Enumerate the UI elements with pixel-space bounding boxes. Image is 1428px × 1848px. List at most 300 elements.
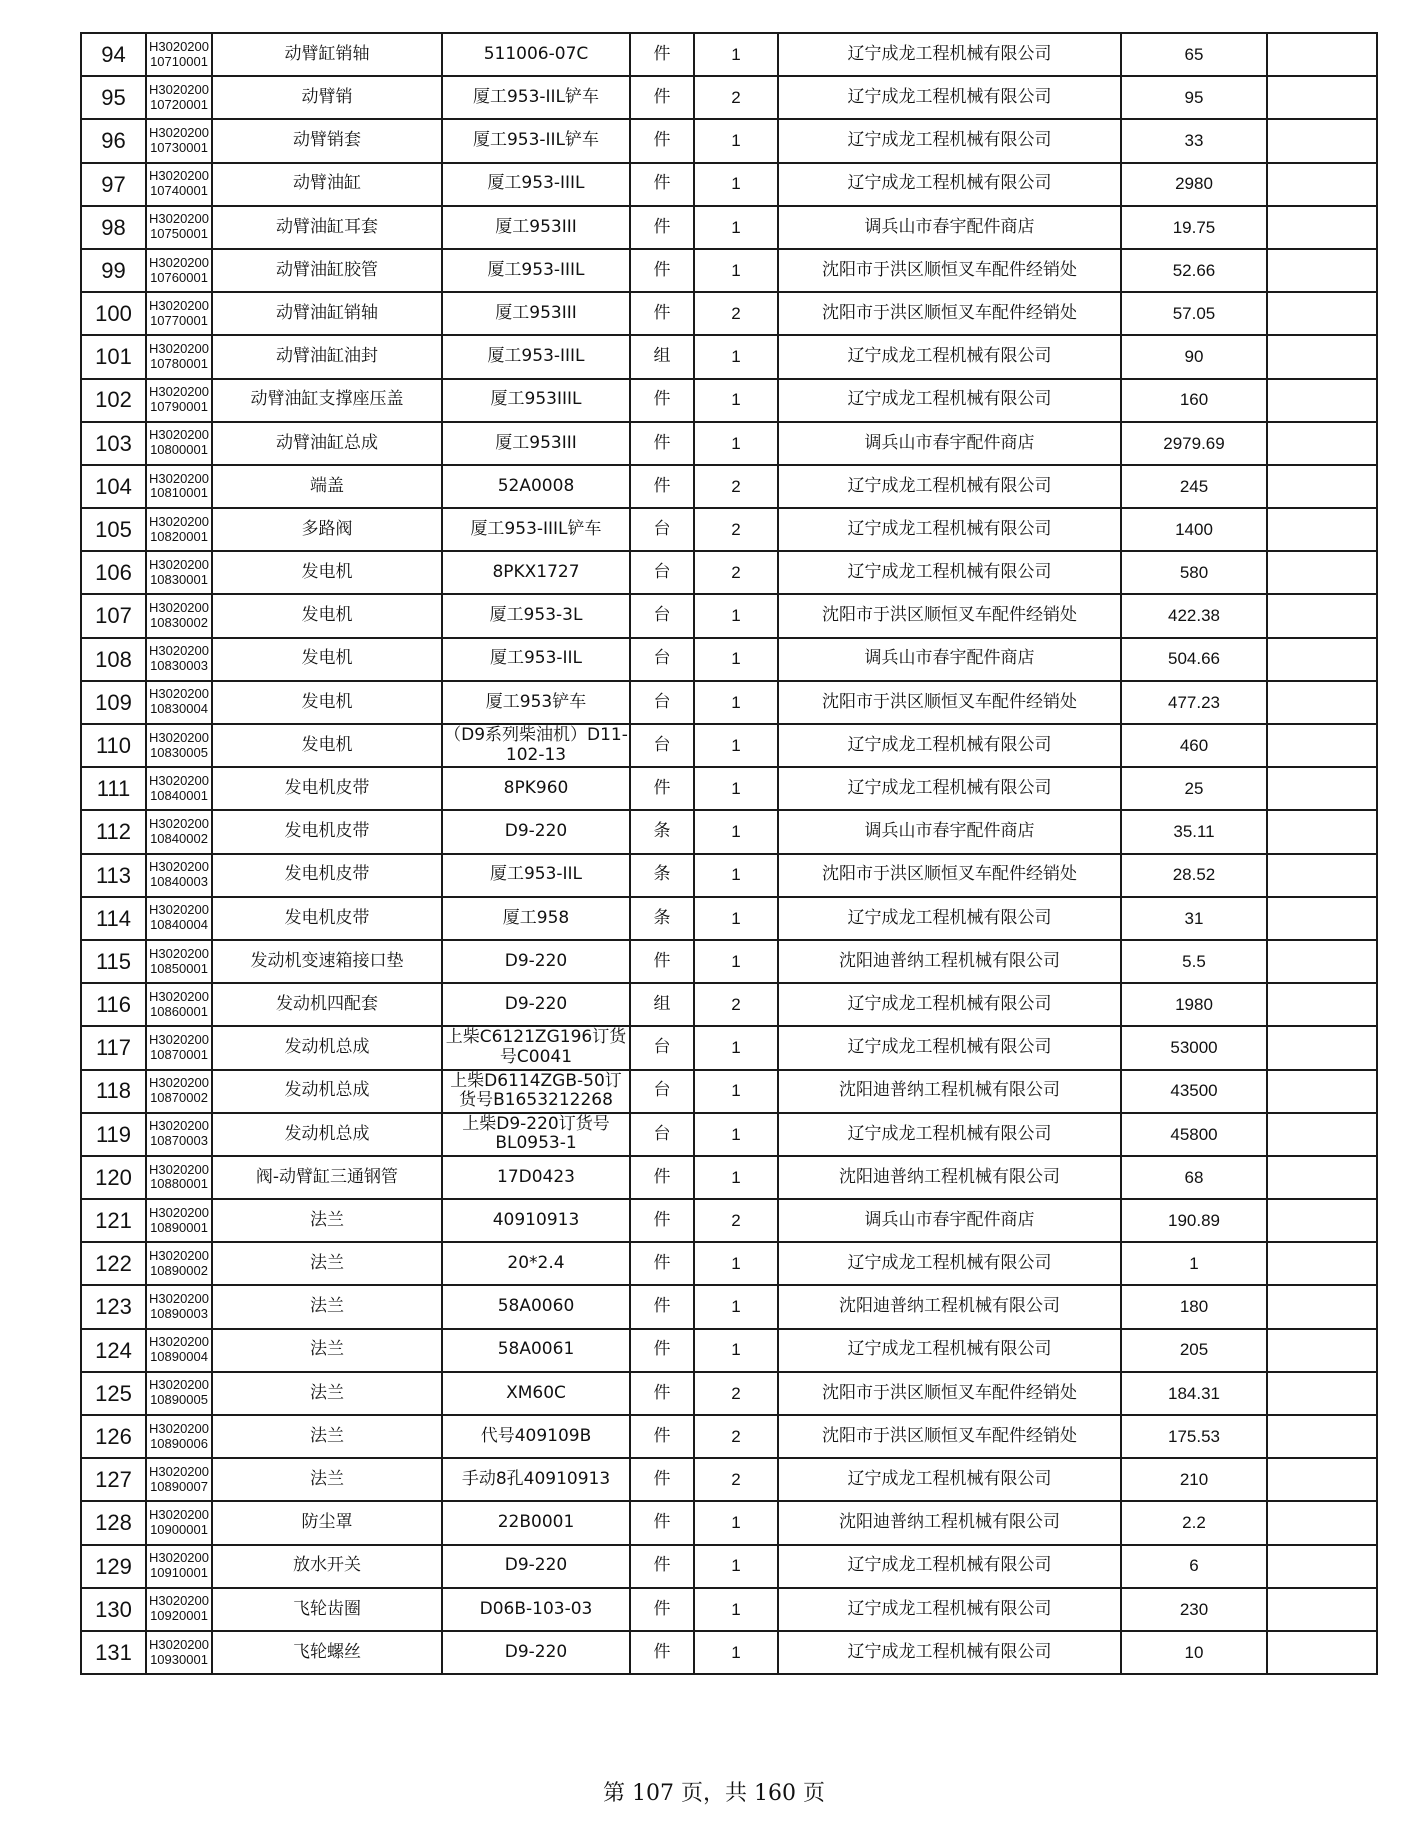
- item-name: 法兰: [212, 1242, 442, 1285]
- supplier-name: 沈阳市于洪区顺恒叉车配件经销处: [778, 854, 1121, 897]
- item-quantity: 1: [694, 1113, 778, 1156]
- remark: [1267, 33, 1377, 76]
- parts-table: [80, 32, 1378, 1675]
- unit-price: 1980: [1121, 983, 1267, 1026]
- table-row: [81, 1113, 1377, 1156]
- item-quantity: 2: [694, 983, 778, 1026]
- unit-price: 45800: [1121, 1113, 1267, 1156]
- item-unit: 条: [630, 810, 694, 853]
- unit-price: 245: [1121, 465, 1267, 508]
- unit-price: 175.53: [1121, 1415, 1267, 1458]
- supplier-name: 沈阳迪普纳工程机械有限公司: [778, 1501, 1121, 1544]
- remark: [1267, 767, 1377, 810]
- supplier-name: 沈阳迪普纳工程机械有限公司: [778, 1285, 1121, 1328]
- item-unit: 台: [630, 681, 694, 724]
- supplier-name: 沈阳迪普纳工程机械有限公司: [778, 1156, 1121, 1199]
- item-unit: 件: [630, 33, 694, 76]
- material-code: H3020200 10830001: [146, 551, 212, 594]
- unit-price: 2980: [1121, 163, 1267, 206]
- supplier-name: 沈阳市于洪区顺恒叉车配件经销处: [778, 681, 1121, 724]
- item-quantity: 1: [694, 940, 778, 983]
- unit-price: 460: [1121, 724, 1267, 767]
- item-spec: 厦工953铲车: [442, 681, 630, 724]
- supplier-name: 调兵山市春宇配件商店: [778, 638, 1121, 681]
- item-unit: 件: [630, 206, 694, 249]
- item-name: 发电机: [212, 681, 442, 724]
- row-number: 107: [81, 594, 146, 637]
- item-unit: 件: [630, 767, 694, 810]
- item-name: 阀-动臂缸三通钢管: [212, 1156, 442, 1199]
- row-number: 112: [81, 810, 146, 853]
- row-number: 123: [81, 1285, 146, 1328]
- item-quantity: 1: [694, 249, 778, 292]
- unit-price: 33: [1121, 119, 1267, 162]
- unit-price: 95: [1121, 76, 1267, 119]
- table-row: [81, 638, 1377, 681]
- unit-price: 10: [1121, 1631, 1267, 1674]
- item-spec: 20*2.4: [442, 1242, 630, 1285]
- item-name: 发电机皮带: [212, 854, 442, 897]
- supplier-name: 辽宁成龙工程机械有限公司: [778, 1329, 1121, 1372]
- item-name: 发动机四配套: [212, 983, 442, 1026]
- item-name: 飞轮齿圈: [212, 1588, 442, 1631]
- remark: [1267, 897, 1377, 940]
- row-number: 127: [81, 1458, 146, 1501]
- table-row: [81, 422, 1377, 465]
- row-number: 113: [81, 854, 146, 897]
- supplier-name: 沈阳市于洪区顺恒叉车配件经销处: [778, 1415, 1121, 1458]
- supplier-name: 辽宁成龙工程机械有限公司: [778, 897, 1121, 940]
- unit-price: 19.75: [1121, 206, 1267, 249]
- material-code: H3020200 10890003: [146, 1285, 212, 1328]
- material-code: H3020200 10840002: [146, 810, 212, 853]
- item-unit: 件: [630, 1156, 694, 1199]
- supplier-name: 辽宁成龙工程机械有限公司: [778, 379, 1121, 422]
- item-name: 发电机皮带: [212, 767, 442, 810]
- remark: [1267, 335, 1377, 378]
- item-spec: D9-220: [442, 940, 630, 983]
- row-number: 114: [81, 897, 146, 940]
- unit-price: 160: [1121, 379, 1267, 422]
- row-number: 124: [81, 1329, 146, 1372]
- item-unit: 件: [630, 1329, 694, 1372]
- item-spec: 上柴D6114ZGB-50订货号B1653212268: [442, 1070, 630, 1113]
- table-row: [81, 1501, 1377, 1544]
- unit-price: 68: [1121, 1156, 1267, 1199]
- remark: [1267, 1415, 1377, 1458]
- row-number: 98: [81, 206, 146, 249]
- table-row: [81, 379, 1377, 422]
- table-row: [81, 465, 1377, 508]
- unit-price: 230: [1121, 1588, 1267, 1631]
- item-spec: 厦工953-3L: [442, 594, 630, 637]
- remark: [1267, 724, 1377, 767]
- material-code: H3020200 10870001: [146, 1026, 212, 1069]
- row-number: 119: [81, 1113, 146, 1156]
- item-unit: 台: [630, 724, 694, 767]
- supplier-name: 辽宁成龙工程机械有限公司: [778, 33, 1121, 76]
- remark: [1267, 594, 1377, 637]
- table-body: [81, 33, 1377, 1674]
- unit-price: 57.05: [1121, 292, 1267, 335]
- item-unit: 件: [630, 940, 694, 983]
- remark: [1267, 1113, 1377, 1156]
- unit-price: 190.89: [1121, 1199, 1267, 1242]
- supplier-name: 辽宁成龙工程机械有限公司: [778, 724, 1121, 767]
- material-code: H3020200 10840003: [146, 854, 212, 897]
- item-quantity: 1: [694, 1329, 778, 1372]
- material-code: H3020200 10850001: [146, 940, 212, 983]
- material-code: H3020200 10720001: [146, 76, 212, 119]
- remark: [1267, 1329, 1377, 1372]
- material-code: H3020200 10920001: [146, 1588, 212, 1631]
- table-row: [81, 119, 1377, 162]
- item-quantity: 1: [694, 854, 778, 897]
- item-unit: 件: [630, 1372, 694, 1415]
- item-spec: 代号409109B: [442, 1415, 630, 1458]
- material-code: H3020200 10890004: [146, 1329, 212, 1372]
- table-row: [81, 1070, 1377, 1113]
- item-spec: 厦工953III: [442, 292, 630, 335]
- page-footer: 第 107 页，共 160 页: [603, 1781, 825, 1806]
- item-spec: 22B0001: [442, 1501, 630, 1544]
- material-code: H3020200 10870003: [146, 1113, 212, 1156]
- unit-price: 580: [1121, 551, 1267, 594]
- item-name: 发电机皮带: [212, 897, 442, 940]
- row-number: 108: [81, 638, 146, 681]
- table-row: [81, 76, 1377, 119]
- row-number: 115: [81, 940, 146, 983]
- supplier-name: 调兵山市春宇配件商店: [778, 422, 1121, 465]
- unit-price: 25: [1121, 767, 1267, 810]
- item-unit: 台: [630, 1113, 694, 1156]
- table-row: [81, 1285, 1377, 1328]
- remark: [1267, 1545, 1377, 1588]
- item-quantity: 1: [694, 897, 778, 940]
- row-number: 130: [81, 1588, 146, 1631]
- table-row: [81, 897, 1377, 940]
- remark: [1267, 1372, 1377, 1415]
- item-unit: 台: [630, 638, 694, 681]
- row-number: 104: [81, 465, 146, 508]
- item-quantity: 2: [694, 292, 778, 335]
- item-name: 法兰: [212, 1372, 442, 1415]
- item-spec: 厦工953-IIIL: [442, 249, 630, 292]
- material-code: H3020200 10900001: [146, 1501, 212, 1544]
- material-code: H3020200 10890006: [146, 1415, 212, 1458]
- item-spec: 厦工953-IIL: [442, 638, 630, 681]
- item-spec: D9-220: [442, 983, 630, 1026]
- material-code: H3020200 10790001: [146, 379, 212, 422]
- item-unit: 台: [630, 508, 694, 551]
- table-row: [81, 551, 1377, 594]
- remark: [1267, 1156, 1377, 1199]
- table-row: [81, 508, 1377, 551]
- item-quantity: 1: [694, 638, 778, 681]
- unit-price: 43500: [1121, 1070, 1267, 1113]
- item-name: 动臂销套: [212, 119, 442, 162]
- item-quantity: 1: [694, 1156, 778, 1199]
- unit-price: 53000: [1121, 1026, 1267, 1069]
- row-number: 118: [81, 1070, 146, 1113]
- material-code: H3020200 10830002: [146, 594, 212, 637]
- unit-price: 504.66: [1121, 638, 1267, 681]
- remark: [1267, 508, 1377, 551]
- supplier-name: 调兵山市春宇配件商店: [778, 206, 1121, 249]
- table-row: [81, 810, 1377, 853]
- supplier-name: 辽宁成龙工程机械有限公司: [778, 76, 1121, 119]
- item-spec: 厦工953-IIIL: [442, 163, 630, 206]
- item-spec: 厦工953III: [442, 422, 630, 465]
- table-row: [81, 1372, 1377, 1415]
- unit-price: 210: [1121, 1458, 1267, 1501]
- material-code: H3020200 10890005: [146, 1372, 212, 1415]
- item-name: 发电机: [212, 724, 442, 767]
- row-number: 100: [81, 292, 146, 335]
- item-spec: 手动8孔40910913: [442, 1458, 630, 1501]
- row-number: 120: [81, 1156, 146, 1199]
- unit-price: 2.2: [1121, 1501, 1267, 1544]
- item-spec: D9-220: [442, 1545, 630, 1588]
- item-quantity: 1: [694, 33, 778, 76]
- item-name: 动臂油缸油封: [212, 335, 442, 378]
- item-spec: 厦工953III: [442, 206, 630, 249]
- material-code: H3020200 10840004: [146, 897, 212, 940]
- supplier-name: 辽宁成龙工程机械有限公司: [778, 983, 1121, 1026]
- row-number: 126: [81, 1415, 146, 1458]
- table-row: [81, 1242, 1377, 1285]
- row-number: 131: [81, 1631, 146, 1674]
- unit-price: 6: [1121, 1545, 1267, 1588]
- row-number: 103: [81, 422, 146, 465]
- item-unit: 件: [630, 1242, 694, 1285]
- item-quantity: 1: [694, 1026, 778, 1069]
- supplier-name: 沈阳迪普纳工程机械有限公司: [778, 1070, 1121, 1113]
- table-row: [81, 292, 1377, 335]
- item-spec: D9-220: [442, 810, 630, 853]
- item-name: 放水开关: [212, 1545, 442, 1588]
- table-row: [81, 1588, 1377, 1631]
- remark: [1267, 551, 1377, 594]
- material-code: H3020200 10770001: [146, 292, 212, 335]
- item-unit: 台: [630, 1026, 694, 1069]
- item-name: 动臂缸销轴: [212, 33, 442, 76]
- item-name: 法兰: [212, 1458, 442, 1501]
- item-name: 发电机: [212, 551, 442, 594]
- remark: [1267, 1070, 1377, 1113]
- unit-price: 1400: [1121, 508, 1267, 551]
- row-number: 94: [81, 33, 146, 76]
- supplier-name: 辽宁成龙工程机械有限公司: [778, 1631, 1121, 1674]
- item-spec: 17D0423: [442, 1156, 630, 1199]
- item-quantity: 1: [694, 1070, 778, 1113]
- supplier-name: 调兵山市春宇配件商店: [778, 810, 1121, 853]
- item-spec: 58A0060: [442, 1285, 630, 1328]
- item-quantity: 1: [694, 1242, 778, 1285]
- item-quantity: 1: [694, 422, 778, 465]
- item-unit: 件: [630, 249, 694, 292]
- item-unit: 台: [630, 1070, 694, 1113]
- row-number: 105: [81, 508, 146, 551]
- item-quantity: 1: [694, 594, 778, 637]
- material-code: H3020200 10830005: [146, 724, 212, 767]
- item-unit: 件: [630, 292, 694, 335]
- supplier-name: 沈阳迪普纳工程机械有限公司: [778, 940, 1121, 983]
- item-spec: 厦工953-IIIL: [442, 335, 630, 378]
- item-name: 发动机变速箱接口垫: [212, 940, 442, 983]
- item-name: 动臂油缸: [212, 163, 442, 206]
- item-quantity: 1: [694, 335, 778, 378]
- material-code: H3020200 10870002: [146, 1070, 212, 1113]
- unit-price: 205: [1121, 1329, 1267, 1372]
- material-code: H3020200 10930001: [146, 1631, 212, 1674]
- remark: [1267, 940, 1377, 983]
- remark: [1267, 119, 1377, 162]
- supplier-name: 辽宁成龙工程机械有限公司: [778, 1588, 1121, 1631]
- item-unit: 件: [630, 119, 694, 162]
- supplier-name: 辽宁成龙工程机械有限公司: [778, 1242, 1121, 1285]
- row-number: 97: [81, 163, 146, 206]
- supplier-name: 辽宁成龙工程机械有限公司: [778, 1113, 1121, 1156]
- item-spec: （D9系列柴油机）D11-102-13: [442, 724, 630, 767]
- material-code: H3020200 10890002: [146, 1242, 212, 1285]
- remark: [1267, 810, 1377, 853]
- item-unit: 件: [630, 465, 694, 508]
- row-number: 116: [81, 983, 146, 1026]
- row-number: 96: [81, 119, 146, 162]
- item-unit: 件: [630, 1285, 694, 1328]
- unit-price: 65: [1121, 33, 1267, 76]
- row-number: 117: [81, 1026, 146, 1069]
- material-code: H3020200 10860001: [146, 983, 212, 1026]
- remark: [1267, 638, 1377, 681]
- item-quantity: 1: [694, 206, 778, 249]
- table-row: [81, 1156, 1377, 1199]
- material-code: H3020200 10740001: [146, 163, 212, 206]
- item-quantity: 1: [694, 1631, 778, 1674]
- item-spec: XM60C: [442, 1372, 630, 1415]
- item-spec: 58A0061: [442, 1329, 630, 1372]
- remark: [1267, 681, 1377, 724]
- material-code: H3020200 10880001: [146, 1156, 212, 1199]
- item-quantity: 1: [694, 1285, 778, 1328]
- item-quantity: 2: [694, 551, 778, 594]
- item-unit: 条: [630, 897, 694, 940]
- row-number: 109: [81, 681, 146, 724]
- remark: [1267, 1285, 1377, 1328]
- unit-price: 28.52: [1121, 854, 1267, 897]
- remark: [1267, 249, 1377, 292]
- unit-price: 180: [1121, 1285, 1267, 1328]
- item-unit: 条: [630, 854, 694, 897]
- remark: [1267, 854, 1377, 897]
- material-code: H3020200 10760001: [146, 249, 212, 292]
- row-number: 110: [81, 724, 146, 767]
- unit-price: 184.31: [1121, 1372, 1267, 1415]
- row-number: 128: [81, 1501, 146, 1544]
- item-unit: 件: [630, 163, 694, 206]
- item-quantity: 2: [694, 76, 778, 119]
- row-number: 102: [81, 379, 146, 422]
- item-name: 法兰: [212, 1285, 442, 1328]
- material-code: H3020200 10820001: [146, 508, 212, 551]
- supplier-name: 辽宁成龙工程机械有限公司: [778, 1026, 1121, 1069]
- item-name: 动臂油缸支撑座压盖: [212, 379, 442, 422]
- supplier-name: 辽宁成龙工程机械有限公司: [778, 551, 1121, 594]
- item-unit: 件: [630, 1631, 694, 1674]
- unit-price: 422.38: [1121, 594, 1267, 637]
- table-row: [81, 33, 1377, 76]
- item-quantity: 1: [694, 1545, 778, 1588]
- row-number: 106: [81, 551, 146, 594]
- unit-price: 1: [1121, 1242, 1267, 1285]
- remark: [1267, 1199, 1377, 1242]
- item-spec: 厦工953-IIL铲车: [442, 76, 630, 119]
- table-row: [81, 681, 1377, 724]
- item-quantity: 2: [694, 1415, 778, 1458]
- item-spec: 厦工953-IIIL铲车: [442, 508, 630, 551]
- supplier-name: 辽宁成龙工程机械有限公司: [778, 465, 1121, 508]
- remark: [1267, 422, 1377, 465]
- item-spec: 上柴C6121ZG196订货号C0041: [442, 1026, 630, 1069]
- remark: [1267, 379, 1377, 422]
- item-quantity: 1: [694, 163, 778, 206]
- remark: [1267, 76, 1377, 119]
- item-spec: D06B-103-03: [442, 1588, 630, 1631]
- supplier-name: 调兵山市春宇配件商店: [778, 1199, 1121, 1242]
- item-quantity: 1: [694, 724, 778, 767]
- unit-price: 90: [1121, 335, 1267, 378]
- supplier-name: 辽宁成龙工程机械有限公司: [778, 508, 1121, 551]
- item-unit: 件: [630, 1501, 694, 1544]
- item-unit: 件: [630, 379, 694, 422]
- unit-price: 5.5: [1121, 940, 1267, 983]
- row-number: 101: [81, 335, 146, 378]
- table-row: [81, 767, 1377, 810]
- material-code: H3020200 10810001: [146, 465, 212, 508]
- item-quantity: 1: [694, 379, 778, 422]
- remark: [1267, 206, 1377, 249]
- item-name: 防尘罩: [212, 1501, 442, 1544]
- row-number: 95: [81, 76, 146, 119]
- item-name: 法兰: [212, 1329, 442, 1372]
- item-unit: 件: [630, 1588, 694, 1631]
- remark: [1267, 292, 1377, 335]
- item-name: 发动机总成: [212, 1026, 442, 1069]
- item-unit: 件: [630, 1199, 694, 1242]
- remark: [1267, 1026, 1377, 1069]
- material-code: H3020200 10840001: [146, 767, 212, 810]
- supplier-name: 辽宁成龙工程机械有限公司: [778, 119, 1121, 162]
- item-name: 动臂油缸销轴: [212, 292, 442, 335]
- row-number: 125: [81, 1372, 146, 1415]
- item-name: 动臂销: [212, 76, 442, 119]
- material-code: H3020200 10800001: [146, 422, 212, 465]
- table-row: [81, 1199, 1377, 1242]
- item-spec: 52A0008: [442, 465, 630, 508]
- table-row: [81, 163, 1377, 206]
- table-row: [81, 854, 1377, 897]
- supplier-name: 沈阳市于洪区顺恒叉车配件经销处: [778, 1372, 1121, 1415]
- row-number: 121: [81, 1199, 146, 1242]
- item-quantity: 2: [694, 1372, 778, 1415]
- unit-price: 52.66: [1121, 249, 1267, 292]
- remark: [1267, 1631, 1377, 1674]
- item-spec: 511006-07C: [442, 33, 630, 76]
- item-spec: D9-220: [442, 1631, 630, 1674]
- material-code: H3020200 10730001: [146, 119, 212, 162]
- item-quantity: 1: [694, 119, 778, 162]
